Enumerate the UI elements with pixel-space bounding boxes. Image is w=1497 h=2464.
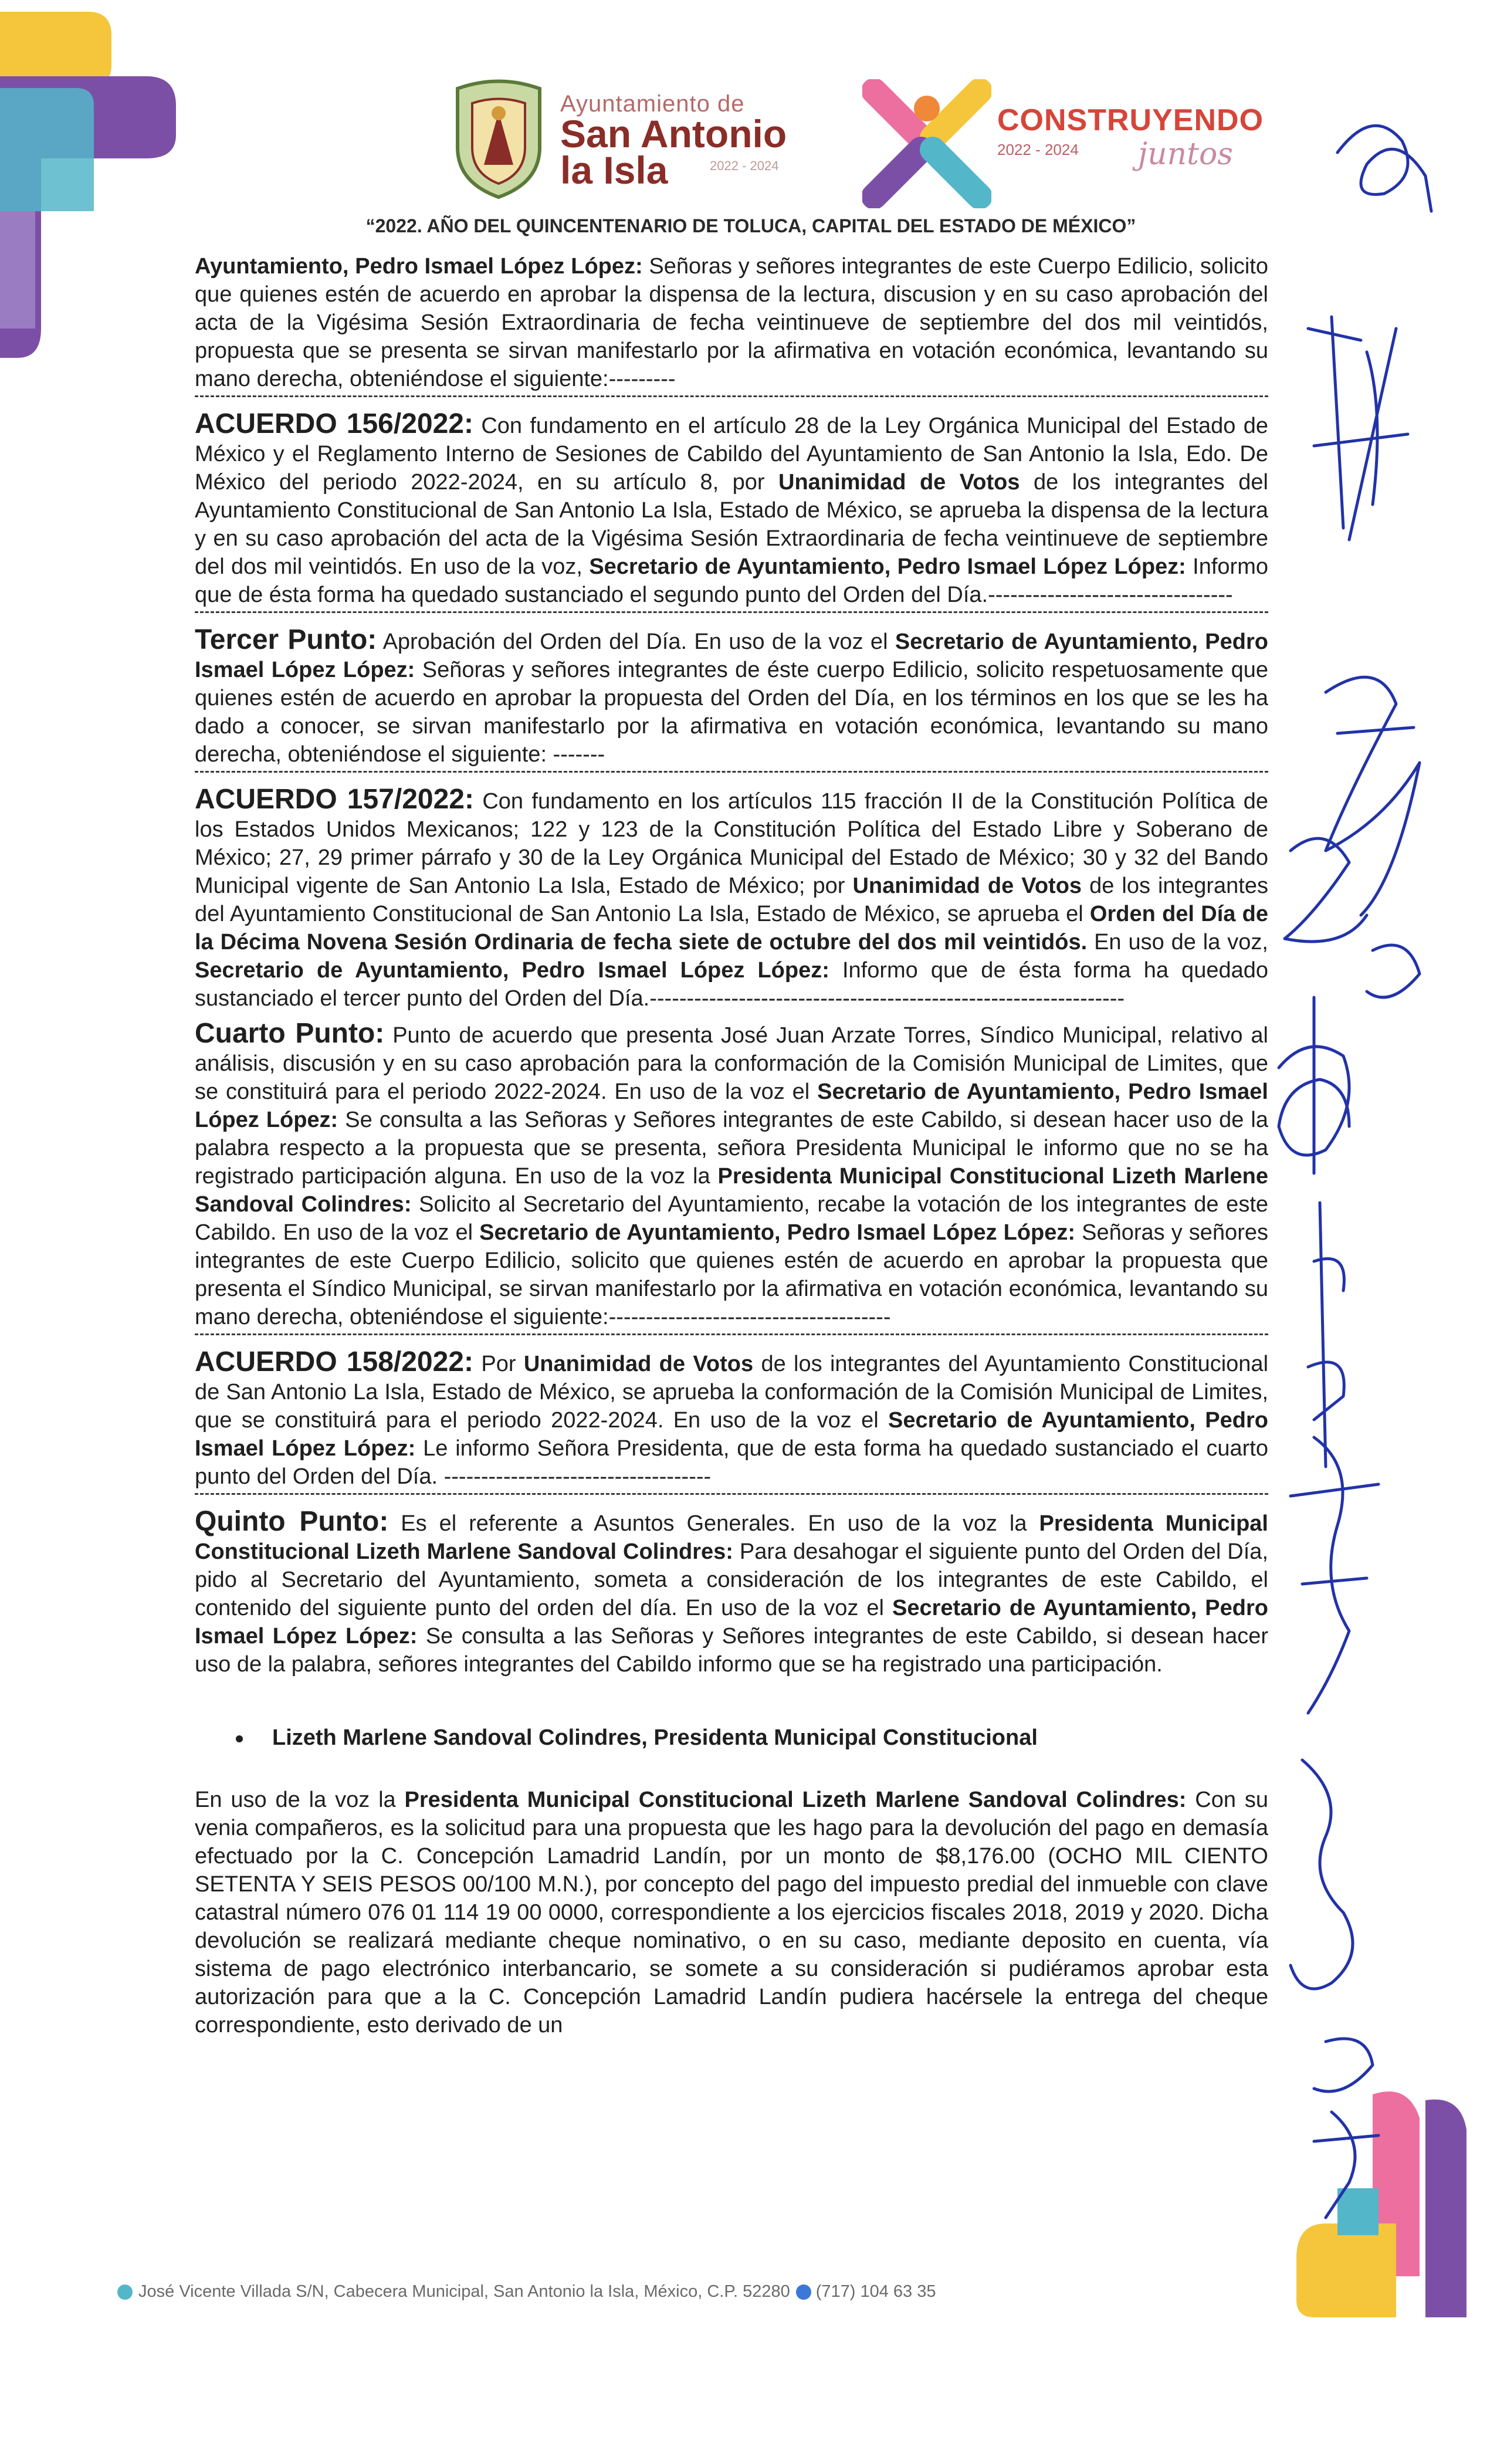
paragraph-text: Por (473, 1352, 524, 1376)
org-name (560, 112, 787, 192)
signature-4 (1285, 838, 1420, 997)
paragraph-acuerdo-156 (195, 410, 1268, 613)
paragraph-tercer-punto (195, 626, 1268, 773)
paragraph-quinto-punto (195, 1508, 1268, 1678)
paragraph-text: Con fundamento en los artículos 115 fracción II de la Constitución Política de los Estados Unidos Mexicanos; 122 y 123 de la Constitución Política del Estado Libre y Soberano de México; 27, 29 primer párrafo y 30 de la Ley Orgánica Municipal del Estado de México; 30 y 32 del Bando Municipal vigente de San Antonio La Isla, Estado de México; por (195, 789, 1268, 898)
vertical-divider-text (804, 73, 815, 202)
paragraph-text: Informo que de ésta forma ha quedado sustanciado el segundo punto del Orden del Día.--------------------------------- (195, 554, 1268, 607)
section-heading: ACUERDO 158/2022: (195, 1346, 473, 1377)
year-title: “2022. AÑO DEL QUINCENTENARIO DE TOLUCA, CAPITAL DEL ESTADO DE MÉXICO” (365, 215, 1136, 236)
bullet-label: Lizeth Marlene Sandoval Colindres, Presidenta Municipal Constitucional (272, 1725, 1038, 1750)
paragraph-text: Aprobación del Orden del Día. En uso de la voz el (377, 629, 895, 654)
divider-line (195, 395, 1268, 397)
org-name-line1: San Antonio (560, 112, 787, 155)
bold-text: Unanimidad de Votos (778, 470, 1020, 495)
paragraph-text: En uso de la voz, (1087, 930, 1268, 955)
paragraph-approval-request (195, 252, 1268, 397)
section-heading: ACUERDO 157/2022: (195, 784, 474, 815)
signature-8 (1291, 1760, 1353, 1989)
speaker-name: Secretario de Ayuntamiento, Pedro Ismael López López: (479, 1220, 1076, 1245)
section-heading: Cuarto Punto: (195, 1018, 385, 1049)
speaker-name: Presidenta Municipal Constitucional Lizeth Marlene Sandoval Colindres: (195, 1511, 1268, 1564)
signature-2 (1308, 317, 1408, 540)
paragraph-text: Se consulta a las Señoras y Señores integrantes de este Cabildo, si desean hacer uso de la palabra respecto a la propuesta que se presenta, señora Presidenta Municipal le informo que no se ha registrado participación alguna. En uso de la voz la (195, 1108, 1268, 1189)
paragraph-text: de los integrantes del Ayuntamiento Constitucional de San Antonio La Isla, Estado de México, se aprueba la dispensa de la lectura y en su caso aprobación del acta de la Vigésima Sesión Extraordinaria de fecha veintinueve de septiembre del dos mil veintidós. En uso de la voz, (195, 470, 1268, 579)
speaker-name: Presidenta Municipal Constitucional Lizeth Marlene Sandoval Colindres: (404, 1788, 1187, 1812)
paragraph-text: Se consulta a las Señoras y Señores integrantes de este Cabildo, si desean hacer uso de la palabra, señores integrantes del Cabildo informo que se ha registrado una participación. (195, 1624, 1268, 1677)
speaker-name: Ayuntamiento, Pedro Ismael López López: (195, 254, 643, 279)
bold-text: Orden del Día de la Décima Novena Sesión Ordinaria de fecha siete de octubre del dos mil veintidós. (195, 902, 1268, 955)
paragraph-text: Punto de acuerdo que presenta José Juan Arzate Torres, Síndico Municipal, relativo al análisis, discusión y en su caso aprobación para la conformación de la Comisión Municipal de Limites, que se constituirá para el periodo 2022-2024. En uso de la voz el (195, 1023, 1268, 1104)
signature-7 (1291, 1437, 1379, 1713)
phone-icon (796, 2284, 811, 2300)
left-brand-decoration (0, 0, 188, 364)
paragraph-text: de los integrantes del Ayuntamiento Constitucional de San Antonio La Isla, Estado de México, se aprueba la conformación de la Comisión Municipal de Limites, que se constituirá para el periodo 2022-2024. En uso de la voz el (195, 1352, 1269, 1433)
paragraph-text: Informo que de ésta forma ha quedado sustanciado el tercer punto del Orden del Día.---------------------------------------------------------------- (195, 958, 1268, 1011)
paragraph-text: Señoras y señores integrantes de este Cuerpo Edilicio, solicito que quienes estén de acuerdo en aprobar la propuesta que presenta el Síndico Municipal, se sirvan manifestarlo por la afirmativa en votación económica, levantando su mano derecha, obteniéndose el siguiente:-------------------------------------- (195, 1220, 1268, 1329)
footer-phone: (717) 104 63 35 (815, 2282, 936, 2301)
divider-line (195, 1493, 1268, 1495)
campaign-script: juntos (1138, 137, 1233, 172)
divider-line (195, 771, 1268, 773)
construyendo-logo-icon (862, 79, 991, 208)
bullet-icon (236, 1735, 243, 1742)
speaker-name: Secretario de Ayuntamiento, Pedro Ismael López López: (195, 1596, 1268, 1649)
paragraph-text: Señoras y señores integrantes de este Cuerpo Edilicio, solicito que quienes estén de acuerdo en aprobar la dispensa de la lectura, discusion y en su caso aprobación del acta de la Vigésima Sesión Extraordinaria de fecha veintinueve de septiembre del dos mil veintidós, propuesta que se presenta se sirvan manifestarlo por la afirmativa en votación económica, levantando su mano derecha, obteniéndose el siguiente:--------- (195, 254, 1268, 391)
divider-line (195, 1333, 1268, 1335)
paragraph-text: Solicito al Secretario del Ayuntamiento, recabe la votación de los integrantes de este Cabildo. En uso de la voz el (195, 1192, 1269, 1245)
paragraph-text: Señoras y señores integrantes de éste cuerpo Edilicio, solicito respetuosamente que quienes estén de acuerdo en aprobar la propuesta del Orden del Día, en los términos en los que se les ha dado a conocer, se sirvan manifestarlo por la afirmativa en votación económica, levantando su mano derecha, obteniéndose el siguiente: ------- (195, 658, 1268, 767)
section-heading: Quinto Punto: (195, 1506, 389, 1537)
org-years: 2022 - 2024 (710, 158, 779, 173)
municipal-seal-icon (446, 77, 551, 200)
bold-text: Unanimidad de Votos (523, 1352, 754, 1376)
speaker-name: Secretario de Ayuntamiento, Pedro Ismael López López: (589, 554, 1186, 579)
footer-address: José Vicente Villada S/N, Cabecera Municipal, San Antonio la Isla, México, C.P. 52280 (138, 2282, 790, 2301)
paragraph-text: Es el referente a Asuntos Generales. En uso de la voz la (388, 1511, 1039, 1536)
location-pin-icon (117, 2284, 133, 2300)
paragraph-cuarto-punto (195, 1020, 1268, 1335)
speaker-name: Secretario de Ayuntamiento, Pedro Ismael López López: (195, 1079, 1268, 1132)
minutes-body (195, 252, 1268, 2045)
paragraph-acuerdo-157 (195, 786, 1268, 1013)
paragraph-text: Le informo Señora Presidenta, que de esta forma ha quedado sustanciado el cuarto punto del Orden del Día. ------------------------------------ (195, 1436, 1269, 1489)
signature-1 (1337, 126, 1431, 211)
signature-6 (1308, 1203, 1344, 1467)
paragraph-acuerdo-158 (195, 1348, 1268, 1495)
org-name-line2: la Isla (560, 148, 668, 192)
speaker-name: Secretario de Ayuntamiento, Pedro Ismael López López: (195, 1408, 1268, 1461)
paragraph-text: Con fundamento en el artículo 28 de la Ley Orgánica Municipal del Estado de México y el Reglamento Interno de Sesiones de Cabildo del Ayuntamiento de San Antonio la Isla, Edo. De México del periodo 2022-2024, en su artículo 8, por (195, 414, 1268, 495)
section-heading: Tercer Punto: (195, 624, 377, 655)
right-brand-decoration (1291, 2083, 1497, 2329)
divider-line (195, 611, 1268, 613)
campaign-title: CONSTRUYENDO (997, 103, 1264, 137)
speaker-name: Presidenta Municipal Constitucional Lizeth Marlene Sandoval Colindres: (195, 1164, 1268, 1217)
org-label-small: Ayuntamiento de (560, 91, 745, 117)
signature-3 (1326, 677, 1420, 915)
paragraph-text: de los integrantes del Ayuntamiento Constitucional de San Antonio La Isla, Estado de México, se aprueba el (195, 874, 1268, 926)
footer (117, 2282, 936, 2301)
speaker-name: Secretario de Ayuntamiento, Pedro Ismael López López: (195, 629, 1268, 682)
paragraph-text: Para desahogar el siguiente punto del Orden del Día, pido al Secretario del Ayuntamiento, someta a consideración de los integrantes de este Cabildo, el contenido del siguiente punto del orden del día. En uso de la voz el (195, 1539, 1268, 1620)
bold-text: Unanimidad de Votos (852, 874, 1082, 898)
letterhead (434, 67, 1264, 220)
speaker-bullet (236, 1725, 1268, 1751)
paragraph-text: Con su venia compañeros, es la solicitud para una propuesta que les hago para la devolución del pago en demasía efectuado por la C. Concepción Lamadrid Landín, por un monto de $8,176.00 (OCHO MIL CIENTO SETENTA Y SEIS PESOS 00/100 M.N.), por concepto del pago del impuesto predial del inmueble con clave catastral número 076 01 114 19 00 0000, correspondiente a los ejercicios fiscales 2018, 2019 y 2020. Dicha devolución se realizará mediante cheque nominativo, o en su caso, mediante deposito en cuenta, vía sistema de pago electrónico interbancario, se somete a su consideración si pudiéramos aprobar esta autorización para que a la C. Concepción Lamadrid Landín pudiera hacérsele la entrega del cheque correspondiente, esto derivado de un (195, 1788, 1268, 2037)
paragraph-text: En uso de la voz la (195, 1788, 405, 1812)
paragraph-refund-proposal (195, 1786, 1268, 2039)
speaker-name: Secretario de Ayuntamiento, Pedro Ismael López López: (195, 958, 829, 983)
section-heading: ACUERDO 156/2022: (195, 408, 473, 439)
signature-5 (1279, 997, 1349, 1173)
campaign-years: 2022 - 2024 (997, 141, 1079, 158)
